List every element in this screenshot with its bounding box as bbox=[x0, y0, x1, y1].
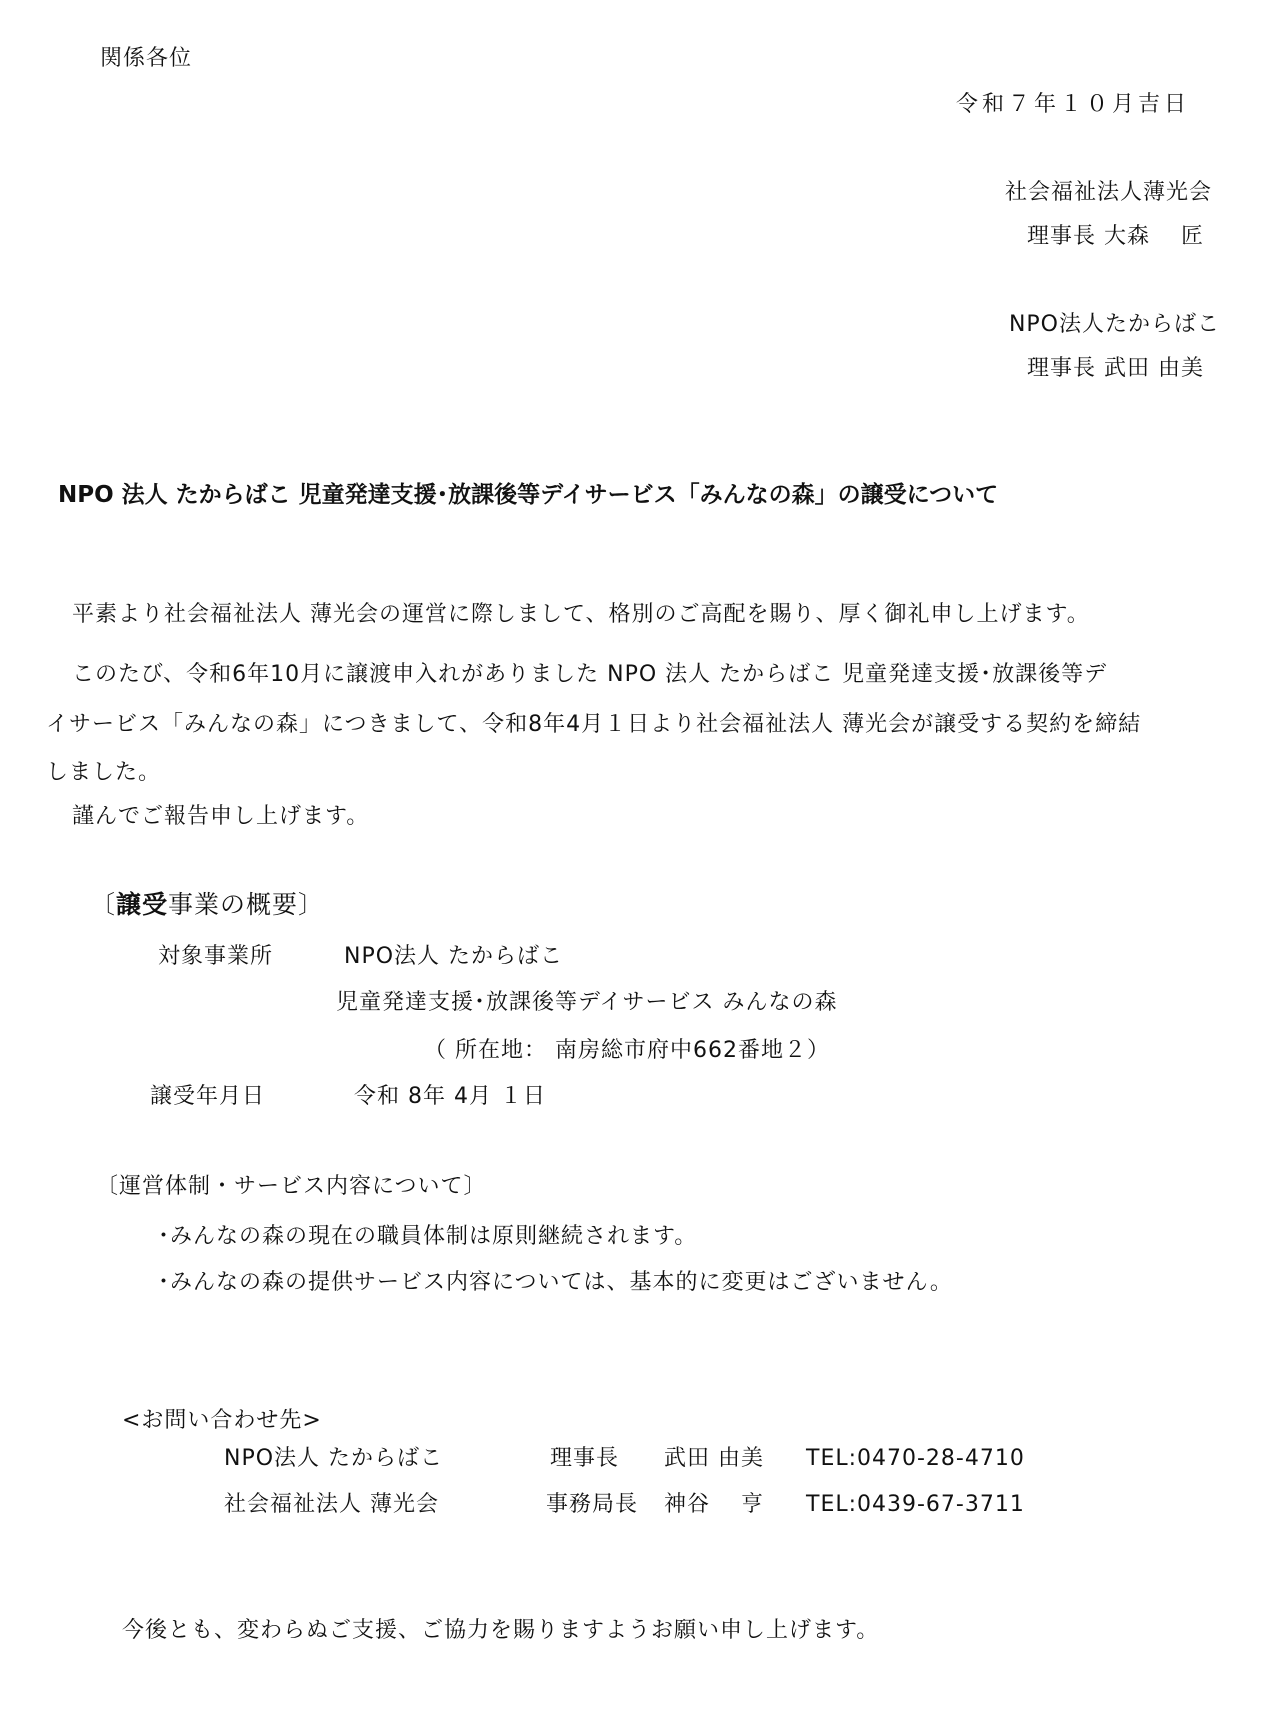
contact-org-2: 社会福祉法人 薄光会 bbox=[224, 1492, 439, 1517]
facility-name: 児童発達支援･放課後等デイサービス みんなの森 bbox=[336, 990, 838, 1015]
sender-org-1: 社会福祉法人薄光会 bbox=[1004, 180, 1212, 205]
body-paragraph-2-line-1: このたび、令和6年10月に譲渡申入れがありました NPO 法人 たからばこ 児童発達支援･放課後等デ bbox=[72, 662, 1108, 687]
body-paragraph-2-line-2: イサービス「みんなの森」につきまして、令和8年4月１日より社会福祉法人 薄光会が譲受する契約を締結 bbox=[46, 712, 1142, 737]
operations-heading: 〔運営体制・サービス内容について〕 bbox=[96, 1174, 487, 1199]
contact-name-1: 武田 由美 bbox=[664, 1446, 764, 1471]
contact-tel-1: TEL:0470-28-4710 bbox=[806, 1446, 1025, 1471]
sender-org-2: NPO法人たからばこ bbox=[1008, 312, 1220, 337]
body-paragraph-2-line-3: しました。 bbox=[46, 760, 162, 785]
closing-remark: 今後とも、変わらぬご支援、ご協力を賜りますようお願い申し上げます。 bbox=[122, 1618, 880, 1643]
contact-role-1: 理事長 bbox=[550, 1446, 620, 1471]
transfer-date-value: 令和 8年 4月 １日 bbox=[354, 1084, 546, 1109]
sender-name-2: 理事長 武田 由美 bbox=[1027, 356, 1204, 381]
facility-label: 対象事業所 bbox=[158, 944, 274, 969]
contact-role-2: 事務局長 bbox=[546, 1492, 639, 1517]
facility-address: （ 所在地： 南房総市府中662番地２） bbox=[424, 1038, 830, 1063]
operations-item-1: ･みんなの森の現在の職員体制は原則継続されます。 bbox=[158, 1224, 698, 1249]
operations-item-2: ･みんなの森の提供サービス内容については、基本的に変更はございません。 bbox=[158, 1270, 953, 1295]
contact-name-2: 神谷 亨 bbox=[664, 1492, 764, 1517]
addressee: 関係各位 bbox=[100, 46, 193, 71]
contact-tel-2: TEL:0439-67-3711 bbox=[806, 1492, 1025, 1517]
overview-heading: 〔譲受事業の概要〕 bbox=[90, 890, 325, 919]
body-paragraph-3: 謹んでご報告申し上げます。 bbox=[72, 804, 370, 829]
transfer-date-label: 譲受年月日 bbox=[150, 1084, 266, 1109]
document-title: NPO 法人 たからばこ 児童発達支援･放課後等デイサービス「みんなの森」の譲受について bbox=[58, 482, 999, 508]
contact-org-1: NPO法人 たからばこ bbox=[224, 1446, 444, 1471]
letter-date: 令和７年１０月吉日 bbox=[955, 92, 1190, 117]
sender-name-1: 理事長 大森 匠 bbox=[1027, 224, 1204, 249]
facility-org: NPO法人 たからばこ bbox=[344, 944, 564, 969]
contact-heading: <お問い合わせ先> bbox=[122, 1408, 322, 1433]
body-paragraph-1: 平素より社会福祉法人 薄光会の運営に際しまして、格別のご高配を賜り、厚く御礼申し上げます。 bbox=[72, 602, 1090, 627]
